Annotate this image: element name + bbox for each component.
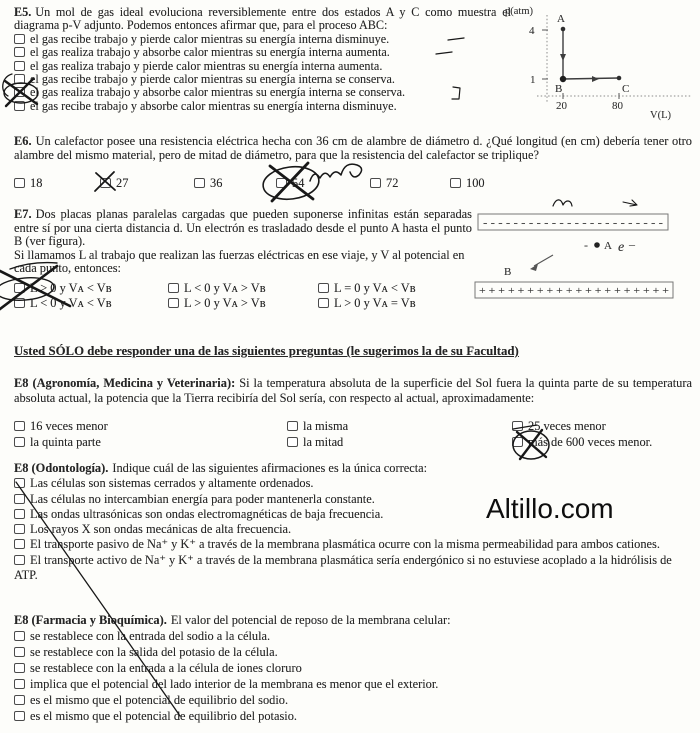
pv-xtick80: 80	[612, 100, 623, 112]
e8a-option-5: 25 veces menor	[512, 418, 606, 434]
e5-option-5: el gas realiza trabajo y absorbe calor mientras su energía interna se conserva.	[14, 86, 511, 99]
pv-arrow-right	[592, 76, 599, 82]
e8c-checkbox-4[interactable]	[14, 679, 25, 689]
altillo-watermark: Altillo.com	[486, 493, 614, 524]
e6-label: E6.	[14, 134, 32, 148]
pv-point-b	[560, 76, 566, 82]
pen-lasso-e5-option4	[3, 74, 12, 96]
dash-before-electron: -	[584, 238, 588, 252]
pv-ytick4: 4	[529, 25, 535, 37]
e8c-option-6: es el mismo que el potencial de equilibrio del potasio.	[14, 708, 696, 724]
pv-point-c	[617, 76, 622, 81]
e8a-checkbox-2[interactable]	[14, 437, 25, 447]
pv-xtick20: 20	[556, 100, 567, 112]
e8b-option-1: Las células son sistemas cerrados y altamente ordenados.	[14, 476, 696, 491]
pv-ytick1: 1	[530, 74, 536, 86]
e8b-option-4: Los rayos X son ondas mecánicas de alta frecuencia.	[14, 522, 696, 537]
question-e5	[14, 6, 511, 113]
e7-checkbox-4[interactable]	[14, 298, 25, 308]
e8b-checkbox-2[interactable]	[14, 494, 25, 504]
e5-checkbox-6[interactable]	[14, 101, 25, 111]
e6-checkbox-36[interactable]	[194, 178, 205, 188]
e7-option-6: L > 0 y Vᴀ = Vʙ	[318, 296, 484, 311]
e6-checkbox-100[interactable]	[450, 178, 461, 188]
e8b-option-5: El transporte pasivo de Na⁺ y K⁺ a través de la membrana plasmática ocurre con la misma permeabilidad para ambos cationes.	[14, 537, 696, 552]
e8a-text: E8 (Agronomía, Medicina y Veterinaria): Si la temperatura absoluta de la superficie del Sol fuera la quinta parte de su temperatura absoluta actual, la potencia que la Tierra recibiría del Sol sería, con respecto al actual, aproximadamente:	[14, 376, 692, 405]
pv-ylabel: p(atm)	[505, 6, 533, 17]
e5-checkbox-2[interactable]	[14, 47, 25, 57]
e7-checkbox-1[interactable]	[14, 283, 25, 293]
e8b-text: E8 (Odontología). Indique cuál de las siguientes afirmaciones es la única correcta:	[14, 461, 428, 475]
e8c-option-4: implica que el potencial del lado interior de la membrana es menor que el exterior.	[14, 676, 696, 692]
pen-scribble-figure-arrow	[623, 200, 637, 206]
e7-checkbox-6[interactable]	[318, 298, 329, 308]
e8c-label: E8 (Farmacia y Bioquímica).	[14, 613, 167, 627]
e6-text: E6. Un calefactor posee una resistencia eléctrica hecha con 36 cm de alambre de diámetro d. ¿Qué longitud (en cm) debería tener otro alambre del mismo material, pero de mitad de diámetro, para que la resistencia del calefactor se triplique?	[14, 134, 692, 162]
e6-options	[0, 176, 700, 192]
e6-option-36: 36	[194, 176, 222, 191]
e8a-option-2: la quinta parte	[14, 434, 101, 450]
e8a-option-1: 16 veces menor	[14, 418, 108, 434]
e6-checkbox-18[interactable]	[14, 178, 25, 188]
e8a-option-4: la mitad	[287, 434, 343, 450]
e8b-checkbox-5[interactable]	[14, 539, 25, 549]
electron-minus: –	[629, 237, 635, 251]
pv-label-c: C	[622, 83, 630, 95]
e5-option-6: el gas recibe trabajo y absorbe calor mientras su energía interna disminuye.	[14, 100, 511, 113]
e6-option-100: 100	[450, 176, 485, 191]
e6-option-27: 27	[100, 176, 128, 191]
e5-intro: E5. Un mol de gas ideal evoluciona reversiblemente entre dos estados A y C como muestra el diagrama p-V adjunto. Podemos entonces afirmar que, para el proceso ABC:	[14, 5, 511, 33]
e8a-option-6: más de 600 veces menor.	[512, 434, 652, 450]
pv-xlabel: V(L)	[650, 110, 671, 121]
displacement-arrow	[534, 255, 553, 266]
e8a-label: E8 (Agronomía, Medicina y Veterinaria):	[14, 376, 236, 390]
e8c-option-1: se restablece con la entrada del sodio a la célula.	[14, 628, 696, 644]
e8b-checkbox-6[interactable]	[14, 555, 25, 565]
e8a-checkbox-5[interactable]	[512, 421, 523, 431]
e7-option-4: L < 0 y Vᴀ < Vʙ	[14, 296, 168, 311]
e5-option-1: el gas recibe trabajo y pierde calor mientras su energía interna disminuye.	[14, 33, 511, 46]
e8b-checkbox-3[interactable]	[14, 509, 25, 519]
e6-checkbox-72[interactable]	[370, 178, 381, 188]
point-b-label: B	[504, 266, 512, 278]
e6-checkbox-27[interactable]	[100, 178, 111, 188]
e7-option-1: L > 0 y Vᴀ < Vʙ	[14, 281, 168, 296]
positive-plate-signs: + + + + + + + + + + + + + + + + + + + +	[479, 286, 670, 297]
question-e8-farmacia	[14, 612, 696, 724]
pv-point-a	[561, 27, 566, 32]
e8b-option-6: El transporte activo de Na⁺ y K⁺ a través de la membrana plasmática sería endergónico si no estuviese acoplado a la hidrólisis de ATP.	[14, 552, 672, 583]
pv-label-b: B	[555, 83, 563, 95]
e7-label: E7.	[14, 207, 32, 221]
e5-checkbox-4[interactable]	[14, 74, 25, 84]
pv-arrow-down	[560, 54, 566, 61]
pen-scribble-figure-top	[553, 200, 572, 206]
pv-diagram	[502, 2, 698, 126]
e7-option-5: L > 0 y Vᴀ > Vʙ	[168, 296, 318, 311]
e7-option-3: L = 0 y Vᴀ < Vʙ	[318, 281, 484, 296]
negative-plate-signs: - - - - - - - - - - - - - - - - - - - - - - - -	[483, 218, 663, 229]
e7-options	[14, 281, 484, 311]
e8b-option-3: Las ondas ultrasónicas son ondas electromagnéticas de baja frecuencia.	[14, 507, 696, 522]
electron-dot	[594, 242, 600, 248]
e8c-option-3: se restablece con la entrada a la célula de iones cloruro	[14, 660, 696, 676]
e7-checkbox-2[interactable]	[168, 283, 179, 293]
e6-option-72: 72	[370, 176, 398, 191]
e8b-checkbox-1[interactable]	[14, 478, 25, 488]
e7-checkbox-3[interactable]	[318, 283, 329, 293]
e6-checkbox-54[interactable]	[276, 178, 287, 188]
question-e8-agronomia	[14, 376, 692, 405]
e5-option-4: el gas recibe trabajo y pierde calor mientras su energía interna se conserva.	[14, 73, 511, 86]
e8b-checkbox-4[interactable]	[14, 524, 25, 534]
e6-option-54: 54	[276, 176, 304, 191]
question-e7	[14, 208, 472, 276]
e8c-text: E8 (Farmacia y Bioquímica). El valor del potencial de reposo de la membrana celular:	[14, 613, 451, 627]
displacement-arrowhead	[530, 264, 538, 271]
e8a-option-3: la misma	[287, 418, 348, 434]
e8c-checkbox-3[interactable]	[14, 663, 25, 673]
section-heading: Usted SÓLO debe responder una de las siguientes preguntas (le sugerimos la de su Facultad)	[14, 344, 519, 358]
question-e6	[14, 134, 692, 162]
pv-label-a: A	[557, 13, 565, 25]
e8c-checkbox-5[interactable]	[14, 695, 25, 705]
pv-segment-bc	[563, 78, 619, 79]
e8c-checkbox-6[interactable]	[14, 711, 25, 721]
e6-option-18: 18	[14, 176, 42, 191]
e5-label: E5.	[14, 5, 32, 19]
e8a-checkbox-6[interactable]	[512, 437, 523, 447]
e5-checkbox-1[interactable]	[14, 34, 25, 44]
e7-checkbox-5[interactable]	[168, 298, 179, 308]
e5-checkbox-5[interactable]	[14, 87, 25, 97]
point-a-label: A	[604, 240, 612, 252]
electron-symbol: e	[618, 240, 625, 255]
e8a-checkbox-4[interactable]	[287, 437, 298, 447]
e8b-label: E8 (Odontología).	[14, 461, 109, 475]
e7-option-2: L < 0 y Vᴀ > Vʙ	[168, 281, 318, 296]
e8c-option-5: es el mismo que el potencial de equilibrio del sodio.	[14, 692, 696, 708]
e7-intro2: Si llamamos L al trabajo que realizan las fuerzas eléctricas en ese viaje, y V al potencial en cada punto, entonces:	[14, 247, 465, 276]
e5-checkbox-3[interactable]	[14, 61, 25, 71]
e8c-checkbox-1[interactable]	[14, 631, 25, 641]
e8a-checkbox-3[interactable]	[287, 421, 298, 431]
e8a-checkbox-1[interactable]	[14, 421, 25, 431]
e7-intro: E7. Dos placas planas paralelas cargadas que pueden suponerse infinitas están separadas entre sí por una cierta distancia d. Un electrón es trasladado desde el punto A hasta el punto B (ver figura).	[14, 207, 472, 249]
parallel-plates-figure	[465, 193, 700, 305]
e5-option-3: el gas realiza trabajo y pierde calor mientras su energía interna aumenta.	[14, 60, 511, 73]
e8c-checkbox-2[interactable]	[14, 647, 25, 657]
e8b-option-2: Las células no intercambian energía para poder mantenerla constante.	[14, 492, 696, 507]
e8c-option-2: se restablece con la salida del potasio de la célula.	[14, 644, 696, 660]
e5-option-2: el gas realiza trabajo y absorbe calor mientras su energía interna aumenta.	[14, 46, 511, 59]
